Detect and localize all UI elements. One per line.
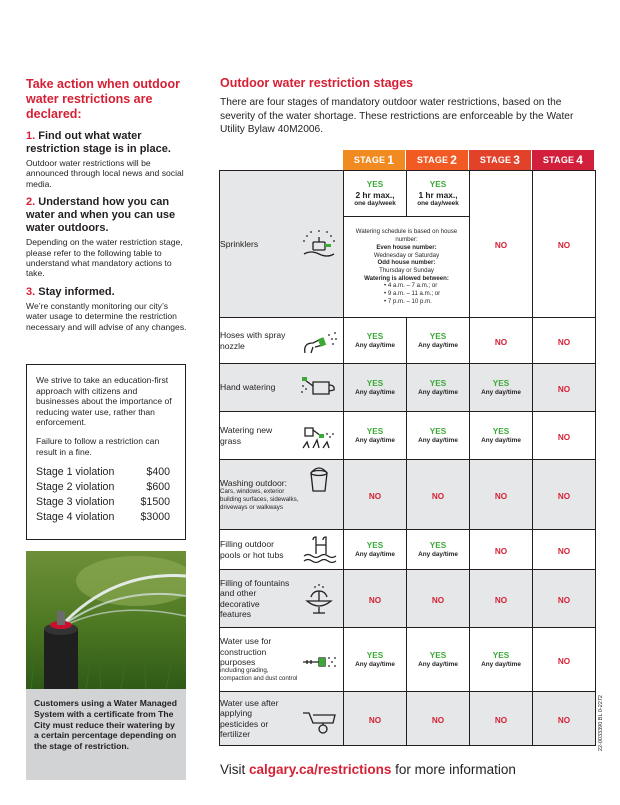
cell-sprinklers-s1: YES 2 hr max., one day/week [344, 171, 407, 217]
fine-row: Stage 1 violation $400 [36, 466, 170, 479]
step-1: 1. Find out what water restriction stage is in place. Outdoor water restrictions will be announced through local news and social media. [26, 130, 184, 189]
row-label-construction: Water use for construction purposes including grading, compaction and dust control [220, 628, 344, 692]
stage-3-header: STAGE 3 [469, 150, 531, 170]
table-title: Outdoor water restriction stages [220, 76, 414, 90]
row-label-grass: Watering new grass [220, 412, 344, 460]
watering-schedule: Watering schedule is based on house number: Even house number: Wednesday or Saturday Odd house number: Thursday or Sunday Watering is allowed between: • 4 a.m. – 7 a.m.; or • 9 a.m. – 11 a.m.; or • 7 p.m. – 10 p.m. [344, 217, 470, 318]
table-row: Filling of fountains and other decorative features NO NO NO NO [220, 570, 596, 628]
pool-icon [299, 534, 339, 566]
table-row: Filling outdoor pools or hot tubs YES Any day/time YES Any day/time NO NO [220, 530, 596, 570]
spray-nozzle-icon [299, 325, 339, 357]
row-label-washing: Washing outdoor: Cars, windows, exterior building surfaces, sidewalks, driveways or walkways [220, 460, 344, 530]
row-label-hoses: Hoses with spray nozzle [220, 318, 344, 364]
table-row: Watering new grass YES Any day/time YES Any day/time YES Any day/time NO [220, 412, 596, 460]
step-2: 2. Understand how you can water and when you can use water outdoors. Depending on the water restriction stage, please refer to the following table to understand what mandatory actions to take. [26, 196, 183, 279]
caption-text: Customers using a Water Managed System with a certificate from The City must reduce their watering by a certain percentage depending on the stage of restriction. [34, 698, 177, 752]
sprinkler-icon [299, 228, 339, 260]
visit-footer: Visit calgary.ca/restrictions for more information [220, 762, 516, 777]
fines-box [26, 364, 186, 540]
cell-sprinklers-s3: NO [470, 171, 533, 318]
row-label-sprinklers: Sprinklers [220, 171, 344, 318]
row-label-hand: Hand watering [220, 364, 344, 412]
stage-1-header: STAGE 1 [343, 150, 405, 170]
caption-box [26, 689, 186, 780]
wheelbarrow-icon [299, 703, 339, 735]
cell-sprinklers-s2: YES 1 hr max., one day/week [407, 171, 470, 217]
row-label-fountains: Filling of fountains and other decorative features [220, 570, 344, 628]
hose-icon [299, 644, 339, 676]
table-row [220, 171, 596, 217]
table-row: Washing outdoor: Cars, windows, exterior building surfaces, sidewalks, driveways or walkways NO NO NO NO [220, 460, 596, 530]
fines-warning: Failure to follow a restriction can result in a fine. [36, 435, 160, 457]
table-intro: There are four stages of mandatory outdoor water restrictions, based on the severity of the water shortage. These restrictions are enforceable by the Water Utility Bylaw 40M2006. [220, 97, 574, 136]
row-label-pesticides: Water use after applying pesticides or fertilizer [220, 692, 344, 746]
restriction-table [219, 170, 596, 746]
sprinkler-photo [26, 551, 186, 689]
stage-2-header: STAGE 2 [406, 150, 468, 170]
fine-row: Stage 2 violation $600 [36, 481, 170, 494]
bucket-icon [299, 465, 339, 497]
grass-watering-icon [299, 420, 339, 452]
row-label-pools: Filling outdoor pools or hot tubs [220, 530, 344, 570]
step-3: 3. Stay informed. We’re constantly monitoring our city’s water usage to determine the restriction necessary and will advise of any changes. [26, 285, 187, 332]
table-row: Water use after applying pesticides or fertilizer NO NO NO NO [220, 692, 596, 746]
fountain-icon [299, 583, 339, 615]
table-row: Hand watering YES Any day/time YES Any day/time YES Any day/time NO [220, 364, 596, 412]
table-row: Hoses with spray nozzle YES Any day/time YES Any day/time NO NO [220, 318, 596, 364]
document-code: 22-0033390 BL 0-2272 [598, 695, 604, 752]
fine-row: Stage 4 violation $3000 [36, 511, 170, 524]
left-column [26, 77, 190, 339]
stage-4-header: STAGE 4 [532, 150, 594, 170]
left-title: Take action when outdoor water restrictions are declared: [26, 77, 180, 121]
cell-sprinklers-s4: NO [533, 171, 596, 318]
restrictions-link[interactable]: calgary.ca/restrictions [249, 762, 392, 777]
fines-intro: We strive to take an education-first approach with citizens and businesses about the importance of reducing water use, rather than enforcement. [36, 375, 172, 428]
table-row: Water use for construction purposes including grading, compaction and dust control YES Any day/time YES Any day/time YES Any day/time NO [220, 628, 596, 692]
watering-can-icon [299, 372, 339, 404]
fine-row: Stage 3 violation $1500 [36, 496, 170, 509]
